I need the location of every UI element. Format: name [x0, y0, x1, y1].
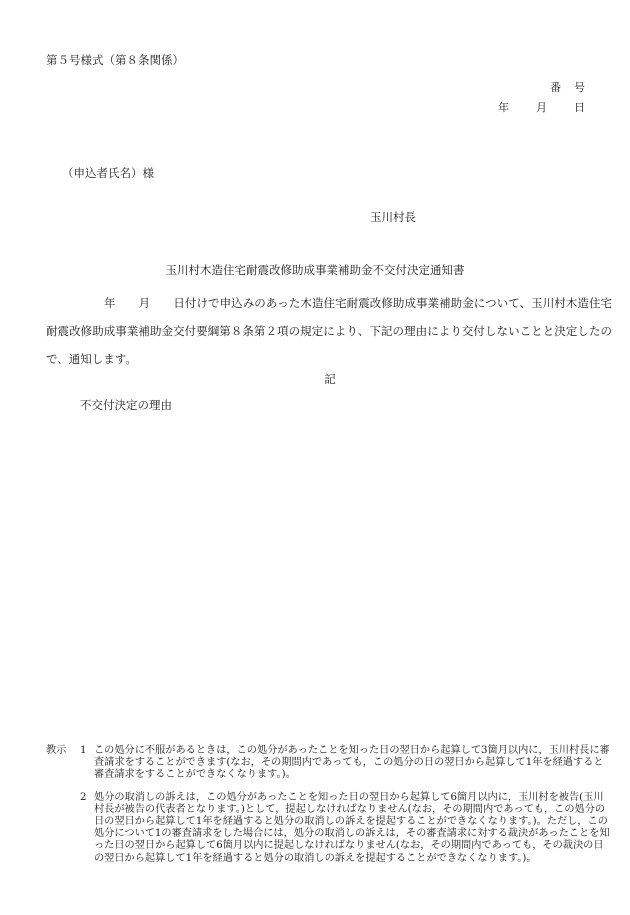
issue-date: [498, 99, 586, 115]
date-month-label: 月: [536, 101, 548, 114]
note-text: この処分に不服があるときは，この処分があったことを知った日の翌日から起算して3箇月以内に，玉川村長に審査請求をすることができます(なお，その期間内であっても，この処分の日の翌日から起算して1年を経過すると審査請求をすることができなくなります。)。: [94, 745, 610, 781]
note-item: [46, 792, 612, 865]
body-paragraph: 年 月 日付けで申込みのあった木造住宅耐震改修助成事業補助金について、玉川村木造住宅耐震改修助成事業補助金交付要綱第８条第２項の規定により、下記の理由により交付しないことと決定したので、通知します。: [46, 296, 612, 366]
reason-label: 不交付決定の理由: [80, 398, 172, 412]
instruction-notes: [46, 745, 612, 865]
note-item: [46, 745, 612, 782]
ki-heading: 記: [324, 372, 336, 386]
date-year-label: 年: [498, 101, 510, 114]
issuer-name: 玉川村長: [370, 210, 416, 224]
document-number-label: 番 号: [550, 81, 586, 94]
addressee: （申込者氏名）様: [62, 166, 154, 180]
note-text: 処分の取消しの訴えは，この処分があったことを知った日の翌日から起算して6箇月以内に，玉川村を被告(玉川村長が被告の代表者となります。)として，提起しなければなりません(なお，その期間内であっても，この処分の日の翌日から起算して1年を経過すると処分の取消しの訴えを提起することができなくなります。)。ただし，この処分について1の審査請求をした場合には，処分の取消しの訴えは，その審査請求に対する裁決があったことを知った日の翌日から起算して6箇月以内に提起しなければなりません(なお，その期間内であっても，その裁決の日の翌日から起算して1年を経過すると処分の取消しの訴えを提起することができなくなります。)。: [94, 791, 610, 864]
notes-label: 教示: [46, 745, 67, 756]
document-title: 玉川村木造住宅耐震改修助成事業補助金不交付決定通知書: [165, 263, 465, 277]
form-number: 第５号様式（第８条関係）: [46, 53, 184, 67]
date-day-label: 日: [574, 101, 586, 114]
note-number: 1: [80, 745, 87, 756]
note-number: 2: [80, 791, 87, 803]
